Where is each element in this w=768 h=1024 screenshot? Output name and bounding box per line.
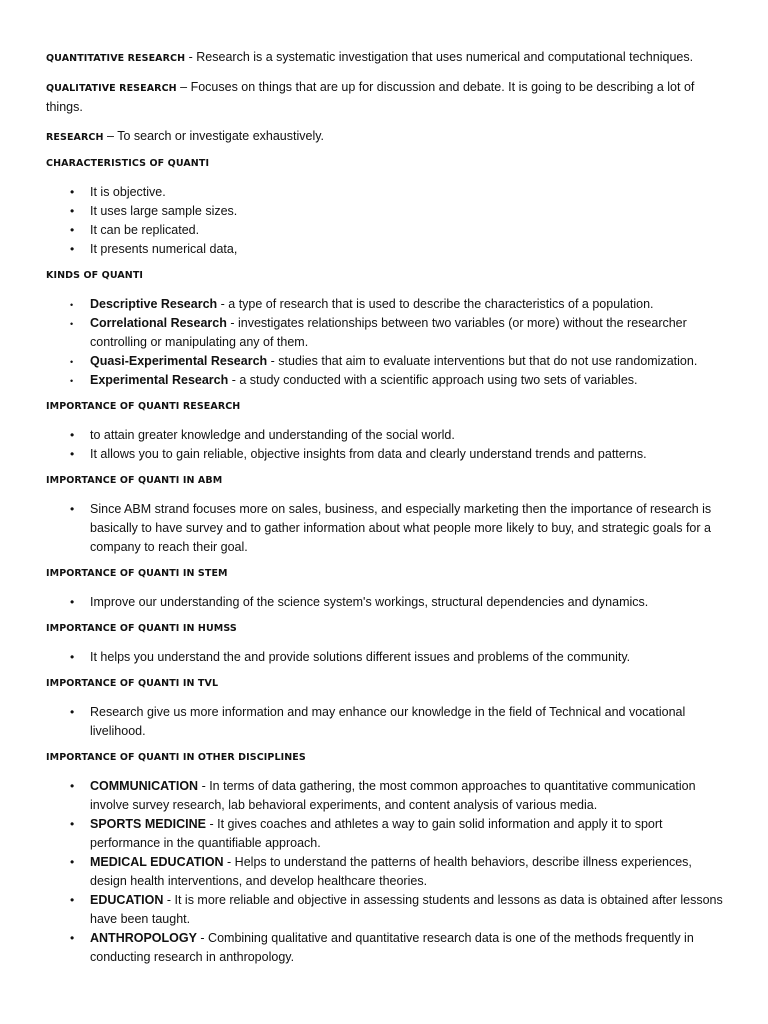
list-item <box>70 295 728 314</box>
list-item-text: - studies that aim to evaluate interventions but that do not use randomization. <box>267 354 698 368</box>
list-item <box>70 314 728 352</box>
list-item <box>70 853 728 891</box>
definition-quantitative <box>46 48 728 68</box>
definition-separator: – <box>103 129 118 143</box>
bullet-icon: • <box>70 185 75 199</box>
list-item-text: Improve our understanding of the science system's workings, structural dependencies and dynamics. <box>90 595 649 609</box>
list-item-text: - investigates relationships between two variables (or more) without the researcher controlling or manipulating any of them. <box>90 316 687 349</box>
list-item-term: Correlational Research <box>90 316 227 330</box>
list-item <box>70 221 728 240</box>
section-heading-humss: IMPORTANCE OF QUANTI IN HUMSS <box>46 623 237 634</box>
list-item <box>70 777 728 815</box>
bullet-icon: • <box>70 779 75 793</box>
list-item <box>70 426 728 445</box>
section-heading-stem: IMPORTANCE OF QUANTI IN STEM <box>46 568 228 579</box>
bullet-icon: • <box>70 319 74 329</box>
list-item-text: - Combining qualitative and quantitative research data is one of the methods frequently in conducting research in anthropology. <box>90 931 694 964</box>
section-heading-characteristics: CHARACTERISTICS OF QUANTI <box>46 158 210 169</box>
humss-list <box>46 648 728 667</box>
list-item <box>70 202 728 221</box>
list-item <box>70 929 728 967</box>
list-item <box>70 593 728 612</box>
list-item-term: COMMUNICATION <box>90 779 199 793</box>
section-heading-abm: IMPORTANCE OF QUANTI IN ABM <box>46 475 223 486</box>
list-item-text: It can be replicated. <box>90 223 200 237</box>
bullet-icon: • <box>70 242 75 256</box>
tvl-list <box>46 703 728 741</box>
definition-text: Research is a systematic investigation that uses numerical and computational techniques. <box>196 50 694 64</box>
section-heading-tvl: IMPORTANCE OF QUANTI IN TVL <box>46 678 219 689</box>
list-item <box>70 891 728 929</box>
list-item <box>70 352 728 371</box>
definition-term: RESEARCH <box>46 132 104 143</box>
list-item-term: Experimental Research <box>90 373 229 387</box>
characteristics-list <box>46 183 728 259</box>
section-heading-importance: IMPORTANCE OF QUANTI RESEARCH <box>46 401 241 412</box>
definition-qualitative <box>46 78 728 117</box>
importance-list <box>46 426 728 464</box>
bullet-icon: • <box>70 447 75 461</box>
definition-separator: - <box>185 50 197 64</box>
bullet-icon: • <box>70 376 74 386</box>
list-item-text: It is objective. <box>90 185 166 199</box>
list-item-text: Research give us more information and may enhance our knowledge in the field of Technical and vocational livelihood. <box>90 705 686 738</box>
list-item <box>70 445 728 464</box>
list-item-text: - In terms of data gathering, the most common approaches to quantitative communication involve survey research, lab behavioral experiments, and content analysis of various media. <box>90 779 696 812</box>
list-item-text: It uses large sample sizes. <box>90 204 238 218</box>
list-item-text: - It is more reliable and objective in assessing students and lessons as data is obtained after lessons have been taught. <box>90 893 723 926</box>
bullet-icon: • <box>70 705 75 719</box>
list-item-text: to attain greater knowledge and understanding of the social world. <box>90 428 455 442</box>
list-item <box>70 648 728 667</box>
bullet-icon: • <box>70 357 74 367</box>
list-item-text: It allows you to gain reliable, objective insights from data and clearly understand trends and patterns. <box>90 447 647 461</box>
list-item <box>70 371 728 390</box>
list-item-text: - a type of research that is used to describe the characteristics of a population. <box>217 297 654 311</box>
list-item <box>70 815 728 853</box>
bullet-icon: • <box>70 428 75 442</box>
list-item-term: Quasi-Experimental Research <box>90 354 268 368</box>
bullet-icon: • <box>70 893 75 907</box>
list-item-term: SPORTS MEDICINE <box>90 817 206 831</box>
list-item-term: MEDICAL EDUCATION <box>90 855 224 869</box>
list-item <box>70 183 728 202</box>
list-item-text: Since ABM strand focuses more on sales, business, and especially marketing then the importance of research is basically to have survey and to gather information about what people more likely to buy, and strategic goals for a company to reach their goal. <box>90 502 712 554</box>
bullet-icon: • <box>70 204 75 218</box>
bullet-icon: • <box>70 817 75 831</box>
bullet-icon: • <box>70 650 75 664</box>
list-item-text: - Helps to understand the patterns of health behaviors, describe illness experiences, design health interventions, and develop healthcare theories. <box>90 855 692 888</box>
definition-separator: – <box>176 80 191 94</box>
bullet-icon: • <box>70 300 74 310</box>
definition-text: To search or investigate exhaustively. <box>117 129 325 143</box>
list-item-text: It helps you understand the and provide solutions different issues and problems of the community. <box>90 650 631 664</box>
list-item-text: - It gives coaches and athletes a way to gain solid information and apply it to sport performance in the quantifiable approach. <box>90 817 663 850</box>
list-item <box>70 240 728 259</box>
kinds-list <box>46 295 728 390</box>
list-item-text: It presents numerical data, <box>90 242 238 256</box>
bullet-icon: • <box>70 855 75 869</box>
list-item-term: EDUCATION <box>90 893 164 907</box>
definition-text: Focuses on things that are up for discussion and debate. It is going to be describing a lot of things. <box>46 80 695 114</box>
list-item <box>70 500 728 557</box>
definition-term: QUALITATIVE RESEARCH <box>46 83 177 94</box>
list-item-text: - a study conducted with a scientific approach using two sets of variables. <box>228 373 638 387</box>
bullet-icon: • <box>70 502 75 516</box>
list-item <box>70 703 728 741</box>
other-disciplines-list <box>46 777 728 967</box>
list-item-term: Descriptive Research <box>90 297 218 311</box>
bullet-icon: • <box>70 931 75 945</box>
definition-term: QUANTITATIVE RESEARCH <box>46 53 186 64</box>
bullet-icon: • <box>70 595 75 609</box>
definition-research <box>46 127 728 147</box>
section-heading-other-disciplines: IMPORTANCE OF QUANTI IN OTHER DISCIPLINES <box>46 752 306 763</box>
abm-list <box>46 500 728 557</box>
stem-list <box>46 593 728 612</box>
list-item-term: ANTHROPOLOGY <box>90 931 197 945</box>
bullet-icon: • <box>70 223 75 237</box>
section-heading-kinds: KINDS OF QUANTI <box>46 270 144 281</box>
